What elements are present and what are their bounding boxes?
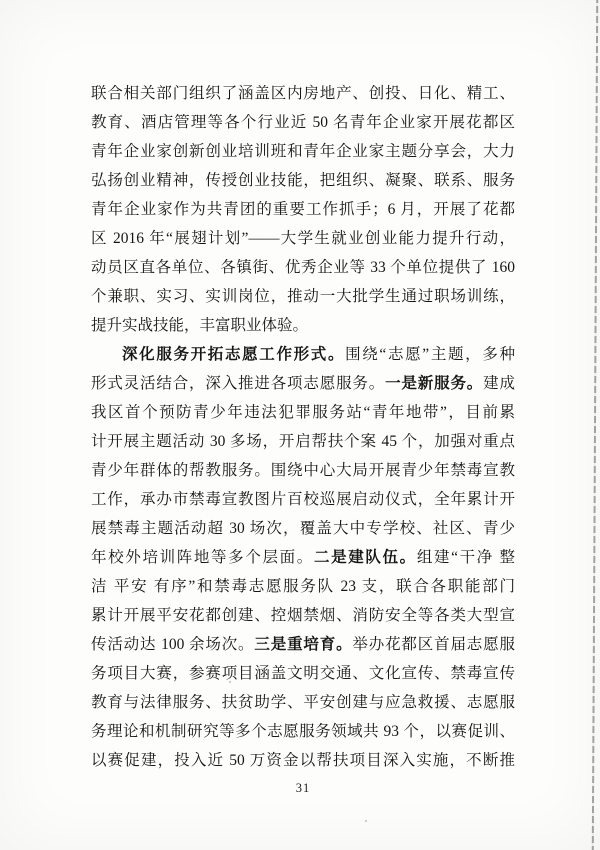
text-segment: 展禁毒主题活动超 30 场次，覆盖大中专学校、社区、青少: [91, 520, 515, 537]
text-line: [91, 369, 515, 398]
text-segment: 务理论和机制研究等多个志愿服务领域共 93 个，以赛促训、: [91, 723, 515, 740]
text-segment: 累计开展平安花都创建、控烟禁烟、消防安全等各类大型宣: [91, 607, 515, 624]
text-segment: 弘扬创业精神，传授创业技能，把组织、凝聚、联系、服务: [91, 172, 515, 189]
text-line: [91, 601, 515, 630]
text-line: [91, 311, 515, 340]
text-line: [91, 485, 515, 514]
text-segment: 形式灵活结合，深入推进各项志愿服务。: [91, 375, 386, 392]
text-segment: 我区首个预防青少年违法犯罪服务站“青年地带”，目前累: [91, 404, 515, 421]
text-line: [91, 340, 515, 369]
text-segment: 建成: [483, 375, 515, 392]
text-segment: 以赛促建，投入近 50 万资金以帮扶项目深入实施，不断推: [91, 752, 515, 769]
text-line: [91, 398, 515, 427]
text-line: [91, 514, 515, 543]
text-segment: 联合相关部门组织了涵盖区内房地产、创投、日化、精工、: [91, 85, 515, 102]
text-line: [91, 224, 515, 253]
text-line: [91, 427, 515, 456]
scan-artifact-right-edge: [592, 0, 598, 850]
text-segment: 工作，承办市禁毒宣教图片百校巡展启动仪式，全年累计开: [91, 491, 515, 508]
text-line: [91, 137, 515, 166]
text-line: [91, 572, 515, 601]
text-line: [91, 659, 515, 688]
text-segment: 组建“干净 整: [416, 549, 515, 566]
text-segment: 年校外培训阵地等多个层面。: [91, 549, 314, 566]
text-segment: 区 2016 年“展翅计划”——大学生就业创业能力提升行动，: [91, 230, 515, 247]
text-segment: 务项目大赛，参赛项目涵盖文明交通、文化宣传、禁毒宣传: [91, 665, 515, 682]
text-segment: 提升实战技能，丰富职业体验。: [91, 317, 309, 334]
text-segment: 个兼职、实习、实训岗位，推动一大批学生通过职场训练，: [91, 288, 515, 305]
text-segment: 围绕“志愿”主题，多种: [345, 346, 515, 363]
text-segment: 举办花都区首届志愿服: [352, 636, 515, 653]
bold-text-segment: 深化服务开拓志愿工作形式。: [122, 346, 346, 363]
page-number: 31: [295, 781, 311, 795]
text-line: [91, 688, 515, 717]
document-body-text: [91, 79, 515, 775]
text-segment: 青年企业家创新创业培训班和青年企业家主题分享会，大力: [91, 143, 515, 160]
text-line: [91, 253, 515, 282]
text-line: [91, 79, 515, 108]
text-line: [91, 746, 515, 775]
text-segment: 动员区直各单位、各镇街、优秀企业等 33 个单位提供了 160: [91, 259, 515, 276]
text-line: [91, 108, 515, 137]
text-segment: 传活动达 100 余场次。: [91, 636, 255, 653]
text-line: [91, 456, 515, 485]
text-line: [91, 630, 515, 659]
text-line: [91, 543, 515, 572]
bold-text-segment: 二是建队伍。: [313, 549, 417, 566]
text-segment: 计开展主题活动 30 多场，开启帮扶个案 45 个，加强对重点: [91, 433, 515, 450]
text-segment: 教育、酒店管理等各个行业近 50 名青年企业家开展花都区: [91, 114, 515, 131]
text-line: [91, 166, 515, 195]
bold-text-segment: 三是重培育。: [254, 636, 353, 653]
text-segment: 洁 平安 有序”和禁毒志愿服务队 23 支，联合各职能部门: [91, 578, 515, 595]
text-segment: 青少年群体的帮教服务。围绕中心大局开展青少年禁毒宣教: [91, 462, 515, 479]
scan-speck: [365, 820, 367, 822]
text-segment: 教育与法律服务、扶贫助学、平安创建与应急救援、志愿服: [91, 694, 515, 711]
bold-text-segment: 一是新服务。: [385, 375, 484, 392]
text-segment: 青年企业家作为共青团的重要工作抓手；6 月，开展了花都: [91, 201, 515, 218]
text-line: [91, 282, 515, 311]
text-line: [91, 717, 515, 746]
text-line: [91, 195, 515, 224]
